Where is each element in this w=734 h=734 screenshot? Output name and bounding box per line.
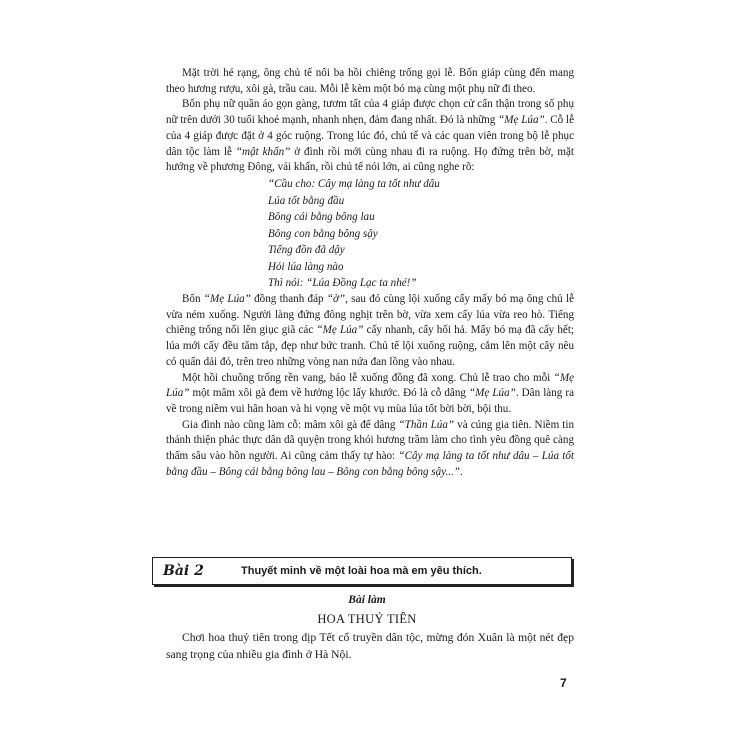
paragraph-5-emphasis-2: “Cây mạ làng ta tốt như dâu – Lúa tốt bằng đầu – Bông cái bằng bông lau – Bông con bằng bông sậy...”: [166, 450, 574, 478]
poem-line: “Cầu cho: Cây mạ làng ta tốt như dâu: [268, 177, 440, 190]
answer-heading: Bài làm: [348, 594, 386, 606]
paragraph-5-text-c: .: [459, 465, 463, 478]
prayer-poem: [268, 176, 574, 292]
poem-line: Hỏi lúa làng nào: [268, 260, 344, 273]
paragraph-3: [166, 292, 574, 371]
poem-line: Lúa tốt bằng đầu: [268, 194, 345, 207]
paragraph-2-text-c: ở đình rồi mới cùng nhau đi ra ruộng. Họ đứng trên bờ, mặt hướng về phương Đông, vái khấn, rồi chủ tế nói lớn, ai cũng nghe rõ:: [166, 145, 574, 174]
paragraph-3-text-a: Bốn: [182, 293, 204, 306]
paragraph-5-emphasis-1: “Thần Lúa”: [398, 418, 455, 431]
essay-title: HOA THUỶ TIÊN: [317, 612, 417, 626]
paragraph-2-emphasis-2: “mật khấn”: [235, 145, 291, 158]
page-number: 7: [560, 676, 567, 690]
paragraph-4-text-a: Một hồi chuông trống rền vang, báo lễ xuống đồng đã xong. Chủ lễ trao cho mỗi: [182, 371, 554, 384]
poem-line: Tiếng đồn đã dậy: [268, 244, 345, 257]
paragraph-4: [166, 371, 574, 418]
paragraph-4-text-c: . Dân làng ra về trong niềm vui hân hoan và hi vọng về một vụ mùa lúa tốt bời bời, bội thu.: [166, 387, 575, 415]
paragraph-5: [166, 418, 574, 481]
paragraph-4-text-b: một mâm xôi gà đem về hưởng lộc lấy khước. Đó là cỗ dâng: [189, 387, 469, 400]
poem-line: Bông cái bằng bông lau: [268, 211, 375, 224]
paragraph-2-text-a: Bốn phụ nữ quần áo gọn gàng, tươm tất của 4 giáp được chọn cử cẩn thận trong số phụ nữ trên dưới 30 tuổi khoẻ mạnh, nhanh nhẹn, đảm đang nhất. Đó là những: [166, 98, 574, 127]
paragraph-3-text-b: đồng thanh đáp: [250, 293, 327, 306]
exercise-box: [152, 557, 572, 585]
paragraph-2: [166, 97, 574, 176]
paragraph-3-text-d: cấy nhanh, cấy hối hả. Mấy bó mạ đã cấy hết; lúa mới cấy đều tăm tắp, đẹp như bức tranh. Chủ tế lội xuống ruộng, cắm lên một cây nêu có quấn dải đỏ, trên treo những vòng nan nứa đan lồng vào nhau.: [166, 324, 574, 368]
paragraph-5-text-a: Gia đình nào cũng làm cỗ: mâm xôi gà để dâng: [182, 418, 399, 431]
paragraph-3-emphasis-3: “Mẹ Lúa”: [316, 324, 364, 337]
paragraph-4-emphasis-2: “Mẹ Lúa”: [468, 387, 516, 400]
exercise-prompt: Thuyết minh về một loài hoa mà em yêu thích.: [241, 565, 482, 577]
paragraph-3-text-c: , sau đó cùng lội xuống cấy mấy bó mạ ông chủ lễ vừa ném xuống. Người làng đứng đông nghịt trên bờ, vừa xem cấy lúa vừa reo hò. Tiếng chiêng trống nổi lên giục giã các: [166, 293, 574, 337]
paragraph-2-text-b: . Cỗ lễ của 4 giáp được đặt ở 4 góc ruộng. Trong lúc đó, chủ tế và các quan viên trong bộ lễ phục dân tộc làm lễ: [166, 114, 574, 158]
exercise-label: Bài 2: [163, 563, 204, 579]
paragraph-3-emphasis-2: “ờ”: [326, 293, 346, 306]
paragraph-5-text-b: và cúng gia tiên. Niềm tin thánh thiện phác thực dân dã quyện trong khói hương trầm làm cho tình yêu đồng quê càng thấm sâu vào hồn người. Ai cũng cảm thấy tự hào:: [166, 418, 575, 463]
poem-line: Thì nói: “Lúa Đồng Lạc ta nhé!”: [268, 277, 417, 290]
paragraph-2-emphasis-1: “Mẹ Lúa”: [498, 114, 545, 127]
paragraph-4-emphasis-1: “Mẹ Lúa”: [166, 371, 574, 400]
poem-line: Bông con bằng bông sậy: [268, 227, 378, 240]
essay-paragraph: Chơi hoa thuỷ tiên trong dịp Tết cổ truyền dân tộc, mừng đón Xuân là một nét đẹp sang trọng của nhiều gia đình ở Hà Nội.: [166, 631, 574, 661]
paragraph-1-text: Mặt trời hé rạng, ông chủ tế nổi ba hồi chiêng trống gọi lễ. Bốn giáp cùng đến mang theo hương rượu, xôi gà, trầu cau. Mỗi lễ kèm một bó mạ cùng một phụ nữ đi theo.: [166, 67, 574, 95]
paragraph-3-emphasis-1: “Mẹ Lúa”: [203, 293, 251, 306]
main-text: [166, 66, 574, 481]
paragraph-1: [166, 66, 574, 97]
